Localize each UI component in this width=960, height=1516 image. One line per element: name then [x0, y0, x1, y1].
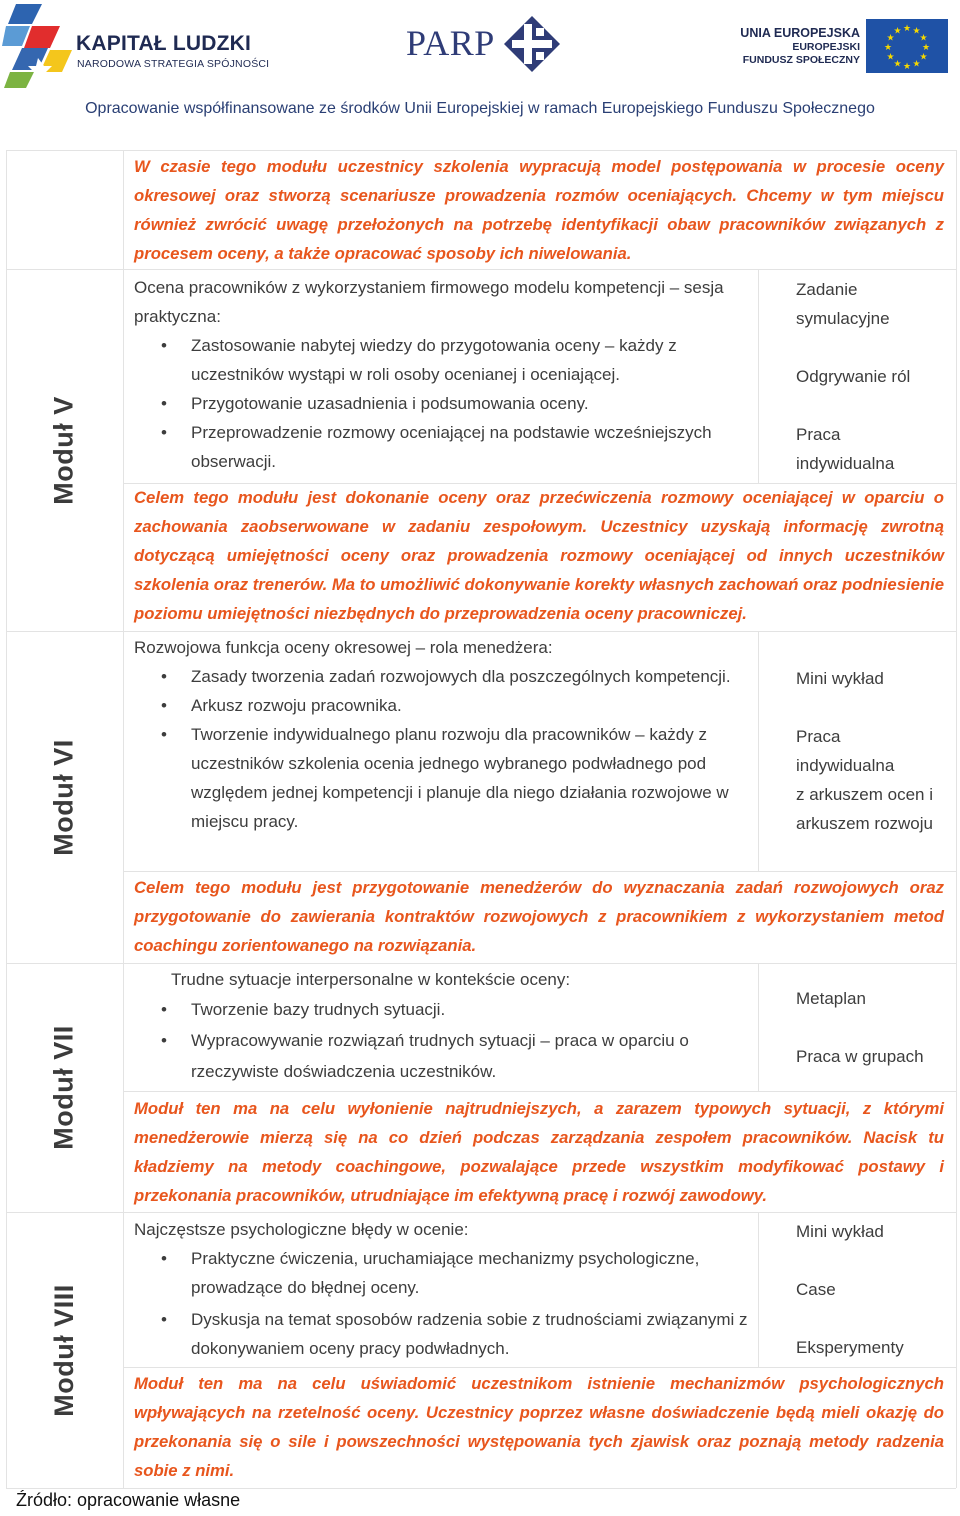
- module-goal: Moduł ten ma na celu wyłonienie najtrudniejszych, a zarazem typowych sytuacji, z którymi menedżerowie mierzą się na co dzień podczas zarządzania zespołem pracowników. Nacisk tu kładziemy na metody coachingowe, pozwalające przede wszystkim modyfikować postawy i przekonania pracowników, utrudniające im efektywną pracę i rozwój zawodowy.: [134, 1099, 944, 1205]
- module-methods: [796, 664, 956, 838]
- module-topic: [134, 273, 749, 476]
- method-item: Praca indywidualna: [796, 425, 895, 473]
- svg-text:★: ★: [886, 33, 895, 44]
- topic-list: [134, 331, 749, 476]
- list-item: • Tworzenie bazy trudnych sytuacji.: [134, 994, 749, 1025]
- method-item: Praca indywidualna: [796, 727, 895, 775]
- module-label: Moduł VI: [48, 738, 79, 856]
- eu-flag-icon: [866, 19, 948, 73]
- grid-line: [124, 871, 956, 872]
- grid-line: [124, 1091, 956, 1092]
- svg-text:★: ★: [912, 26, 921, 37]
- parp-logo-text: PARP: [406, 23, 495, 63]
- eu-logo-line3: FUNDUSZ SPOŁECZNY: [742, 54, 860, 66]
- list-item: • Zasady tworzenia zadań rozwojowych dla poszczególnych kompetencji.: [134, 662, 752, 691]
- svg-text:★: ★: [902, 24, 912, 34]
- method-item: Mini wykład: [796, 1222, 884, 1241]
- svg-text:★: ★: [912, 59, 921, 70]
- grid-line: [6, 1212, 956, 1213]
- grid-line: [6, 631, 956, 632]
- cofinancing-note: Opracowanie współfinansowane ze środków Unii Europejskiej w ramach Europejskiego Funduszu Społecznego: [85, 100, 875, 117]
- module-goal: Celem tego modułu jest dokonanie oceny oraz przećwiczenia rozmowy oceniającej w oparciu o zachowania zaobserwowane w zadaniu zespołowym. Uczestnicy uzyskają informację zwrotną dotyczącą umiejętności oceny oraz prowadzenia rozmowy oceniającej od innych uczestników szkolenia oraz trenerów. Ma to umożliwić dokonywanie korekty własnych zachowań oraz podniesienie poziomu umiejętności niezbędnych do przeprowadzenia oceny pracowniczej.: [134, 488, 944, 623]
- grid-line: [758, 269, 759, 483]
- method-item: Eksperymenty: [796, 1338, 904, 1357]
- source-note: Źródło: opracowanie własne: [16, 1490, 241, 1510]
- kl-logo-subtitle: NARODOWA STRATEGIA SPÓJNOŚCI: [77, 58, 270, 70]
- grid-line: [6, 269, 956, 270]
- list-item: • Tworzenie indywidualnego planu rozwoju dla pracowników – każdy z uczestników szkolenia ocenia jednego wybranego podwładnego pod względem jednej kompetencji i planuje dla niego działania rozwojowe w miejscu pracy.: [134, 720, 752, 836]
- topic-title: Rozwojowa funkcja oceny okresowej – rola menedżera:: [134, 638, 553, 657]
- grid-line: [758, 1212, 759, 1367]
- grid-line: [123, 150, 124, 1488]
- topic-title: Trudne sytuacje interpersonalne w kontekście oceny:: [171, 970, 571, 989]
- svg-text:★: ★: [919, 33, 928, 44]
- grid-line: [758, 631, 759, 871]
- module-label: Moduł VII: [48, 1025, 79, 1150]
- eu-efs-logo: [740, 14, 952, 76]
- svg-text:★: ★: [919, 52, 928, 63]
- grid-line: [956, 150, 957, 1488]
- list-item: • Wypracowywanie rozwiązań trudnych sytuacji – praca w oparciu o rzeczywiste doświadczenia uczestników.: [134, 1025, 749, 1087]
- method-item: Odgrywanie ról: [796, 367, 911, 386]
- module-topic: [134, 1215, 749, 1363]
- page-header: [0, 0, 960, 150]
- grid-line: [6, 150, 956, 151]
- method-item: Praca w grupach: [796, 1047, 924, 1066]
- svg-text:★: ★: [886, 52, 895, 63]
- module-label: Moduł VIII: [48, 1283, 79, 1417]
- module-topic: [134, 633, 752, 836]
- method-item: Case: [796, 1280, 836, 1299]
- method-item: z arkuszem ocen i arkuszem rozwoju: [796, 785, 933, 833]
- grid-line: [6, 1488, 956, 1489]
- list-item: • Dyskusja na temat sposobów radzenia sobie z trudnościami związanymi z dokonywaniem oceny pracy podwładnych.: [134, 1305, 749, 1363]
- method-item: Mini wykład: [796, 669, 884, 688]
- method-item: Zadanie symulacyjne: [796, 280, 890, 328]
- topic-list: [134, 662, 752, 836]
- kl-logo-title: KAPITAŁ LUDZKI: [76, 32, 252, 55]
- topic-list: [134, 994, 749, 1087]
- module-goal: Moduł ten ma na celu uświadomić uczestnikom istnienie mechanizmów psychologicznych wpływających na rzetelność oceny. Uczestnicy poprzez własne doświadczenie będą mieli okazję do przekonania się o sile i powszechności występowania tych zjawisk oraz poznają metody radzenia sobie z nimi.: [134, 1374, 944, 1480]
- kapital-ludzki-emblem-icon: [2, 2, 74, 90]
- parp-logo: [404, 14, 564, 76]
- grid-line: [6, 963, 956, 964]
- list-item: • Przeprowadzenie rozmowy oceniającej na podstawie wcześniejszych obserwacji.: [134, 418, 749, 476]
- list-item: • Praktyczne ćwiczenia, uruchamiające mechanizmy psychologiczne, prowadzące do błędnej oceny.: [134, 1244, 749, 1302]
- svg-text:★: ★: [893, 59, 902, 70]
- topic-title: Ocena pracowników z wykorzystaniem firmowego modelu kompetencji – sesja praktyczna:: [134, 278, 724, 326]
- svg-text:★: ★: [893, 26, 902, 37]
- eu-logo-line2: EUROPEJSKI: [792, 41, 860, 53]
- module-intro: W czasie tego modułu uczestnicy szkolenia wypracują model postępowania w procesie oceny okresowej oraz stworzą scenariusze prowadzenia rozmów oceniających. Chcemy w tym miejscu również zwrócić uwagę przełożonych na potrzebę identyfikacji obaw pracowników związanych z procesem oceny, a także opracować sposoby ich niwelowania.: [134, 157, 944, 263]
- eu-logo-line1: UNIA EUROPEJSKA: [740, 26, 860, 40]
- list-item: • Arkusz rozwoju pracownika.: [134, 691, 752, 720]
- topic-title: Najczęstsze psychologiczne błędy w ocenie:: [134, 1220, 469, 1239]
- grid-line: [758, 963, 759, 1091]
- kapital-ludzki-logo: [2, 2, 270, 90]
- topic-list: [134, 1244, 749, 1363]
- module-goal: Celem tego modułu jest przygotowanie menedżerów do wyznaczania zadań rozwojowych oraz przygotowanie do zawierania kontraktów rozwojowych z pracownikiem z wykorzystaniem metod coachingu zorientowanego na rozwiązania.: [134, 878, 944, 955]
- list-item: • Przygotowanie uzasadnienia i podsumowania oceny.: [134, 389, 749, 418]
- module-topic: [134, 965, 749, 1087]
- module-methods: [796, 984, 956, 1071]
- parp-emblem-icon: [502, 16, 562, 74]
- svg-text:★: ★: [883, 43, 893, 53]
- grid-line: [6, 150, 7, 1488]
- method-item: Metaplan: [796, 989, 866, 1008]
- list-item: • Zastosowanie nabytej wiedzy do przygotowania oceny – każdy z uczestników wystąpi w roli osoby ocenianej i oceniającej.: [134, 331, 749, 389]
- svg-text:★: ★: [921, 43, 931, 53]
- module-methods: [796, 1217, 956, 1362]
- grid-line: [124, 1367, 956, 1368]
- module-methods: [796, 275, 956, 478]
- svg-text:★: ★: [902, 62, 912, 72]
- module-label: Moduł V: [48, 395, 79, 505]
